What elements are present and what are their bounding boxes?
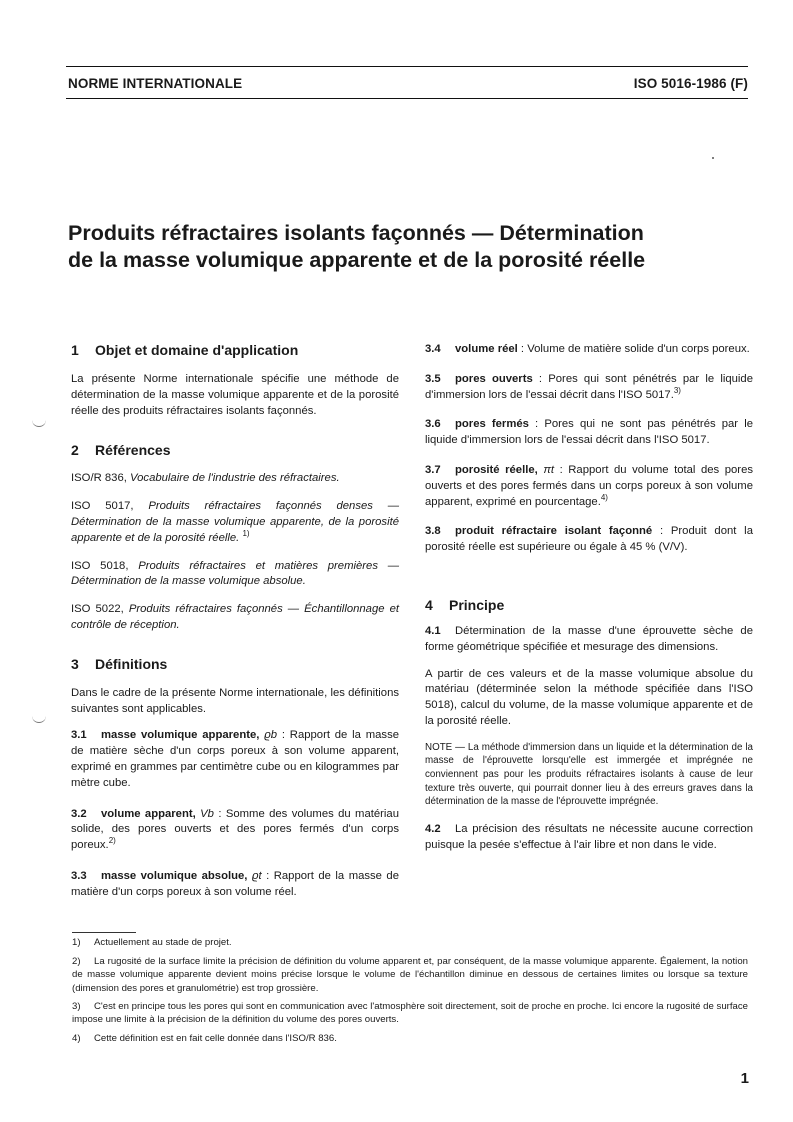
clause-4-1-continued: A partir de ces valeurs et de la masse volumique absolue du matériau (déterminée selon la méthode spécifiée dans l'ISO 5018), calcul du volume, de la masse volumique apparente et de la porosité réelle. bbox=[425, 667, 753, 727]
section-title: Définitions bbox=[95, 655, 168, 672]
section-number: 4 bbox=[425, 596, 433, 613]
clause-4-2 bbox=[425, 822, 753, 854]
title-line-1: Produits réfractaires isolants façonnés — Détermination bbox=[68, 221, 644, 245]
clause-number: 3.6 bbox=[425, 418, 441, 431]
clause-text: La précision des résultats ne nécessite aucune correction puisque la pesée s'effectue à l'air libre et non dans le vide. bbox=[425, 822, 753, 851]
reference-code: ISO 5017, bbox=[71, 500, 134, 513]
footnote-number: 2) bbox=[72, 956, 81, 967]
definition-item bbox=[425, 524, 753, 556]
section-heading-1 bbox=[71, 341, 399, 359]
definition-item bbox=[71, 728, 399, 791]
definition-text: : Pores qui ne sont pas pénétrés par le liquide d'immersion lors de l'essai décrit dans l'ISO 5017. bbox=[425, 418, 753, 447]
definition-item bbox=[71, 869, 399, 901]
section-1-text: La présente Norme internationale spécifie une méthode de détermination de la masse volumique apparente et de la porosité réelle des produits réfractaires isolants façonnés. bbox=[71, 373, 399, 417]
page-number: 1 bbox=[740, 1070, 749, 1087]
clause-number: 3.7 bbox=[425, 463, 441, 476]
reference-title: Produits réfractaires et matières premières — Détermination de la masse volumique absolue. bbox=[71, 559, 399, 588]
footnote-number: 1) bbox=[72, 937, 81, 948]
definition-symbol: Vb bbox=[200, 807, 214, 820]
section-number: 2 bbox=[71, 442, 79, 459]
definition-symbol: πt bbox=[543, 463, 555, 476]
footnote-ref: 1) bbox=[242, 529, 250, 539]
definition-term: masse volumique absolue, bbox=[101, 869, 248, 882]
section-title: Références bbox=[95, 442, 171, 459]
definition-term: pores fermés bbox=[455, 418, 529, 431]
scan-speck bbox=[712, 157, 714, 159]
footnote-number: 3) bbox=[72, 1001, 81, 1012]
footnote bbox=[72, 955, 748, 995]
section-heading-3 bbox=[71, 655, 399, 673]
footnote-text: La rugosité de la surface limite la précision de définition du volume apparent et, par conséquent, de la masse volumique apparente. Également, la notion de masse volumique apparente devient moins précise lorsque le volume de l'échantillon diminue en dessous de certaines limites ou lorsque sa texture (dimension des pores et granulométrie) est trop grossière. bbox=[72, 956, 748, 994]
definition-term: volume apparent, bbox=[101, 807, 196, 820]
definition-item bbox=[425, 417, 753, 449]
footnote-ref: 3) bbox=[673, 385, 681, 395]
header-bottom-rule bbox=[66, 98, 748, 99]
reference-item bbox=[71, 559, 399, 591]
section-title: Objet et domaine d'application bbox=[95, 342, 299, 358]
footnote-separator bbox=[72, 932, 136, 933]
definition-term: pores ouverts bbox=[455, 372, 533, 385]
header-top-rule bbox=[66, 66, 748, 67]
footnote bbox=[72, 1032, 748, 1045]
definition-text: : Volume de matière solide d'un corps poreux. bbox=[517, 343, 750, 355]
clause-number: 4.1 bbox=[425, 624, 441, 637]
reference-code: ISO 5022, bbox=[71, 603, 124, 616]
definition-item bbox=[425, 372, 753, 404]
definition-term: volume réel bbox=[455, 343, 518, 355]
definition-term: masse volumique apparente, bbox=[101, 729, 260, 742]
document-title bbox=[68, 220, 768, 274]
footnote bbox=[72, 936, 748, 949]
section-heading-4 bbox=[425, 596, 753, 614]
footnote-ref: 4) bbox=[600, 492, 608, 502]
reference-item bbox=[71, 471, 399, 487]
note-text: NOTE — La méthode d'immersion dans un liquide et la détermination de la masse de l'éprouvette lorsqu'elle est immergée et imprégnée ne conviennent pas pour les produits réfractaires isolants à cause de leur texture très ouverte, qui pourrait donner lieu à des erreurs graves dans la détermination de la masse de l'éprouvette imprégnée. bbox=[425, 741, 753, 808]
definition-text: : Somme des volumes du matériau solide, des pores ouverts et des pores fermés d'un corps poreux. bbox=[71, 807, 399, 852]
definition-text: : Pores qui sont pénétrés par le liquide d'immersion lors de l'essai décrit dans l'ISO 5017. bbox=[425, 372, 753, 401]
reference-title: Produits réfractaires façonnés — Échantillonnage et contrôle de réception. bbox=[71, 603, 399, 631]
definition-item bbox=[71, 807, 399, 854]
title-line-2: de la masse volumique apparente et de la porosité réelle bbox=[68, 248, 646, 272]
reference-title: Vocabulaire de l'industrie des réfractaires. bbox=[130, 472, 340, 485]
section-number: 3 bbox=[71, 655, 79, 672]
footnote-text: Cette définition est en fait celle donnée dans l'ISO/R 836. bbox=[94, 1033, 337, 1044]
standard-type-label: NORME INTERNATIONALE bbox=[68, 76, 243, 91]
reference-item bbox=[71, 602, 399, 634]
reference-item bbox=[71, 499, 399, 546]
definition-item bbox=[425, 342, 753, 358]
definition-text: : Rapport du volume total des pores ouverts et des pores fermés dans un corps poreux à son volume apparent, exprimé en pourcentage. bbox=[425, 463, 753, 508]
clause-number: 3.5 bbox=[425, 372, 441, 385]
definition-item bbox=[425, 463, 753, 510]
clause-number: 3.8 bbox=[425, 525, 441, 538]
reference-title: Produits réfractaires façonnés denses — Détermination de la masse volumique apparente, de la porosité apparente et de la porosité réelle. bbox=[71, 500, 400, 544]
footnote-text: Actuellement au stade de projet. bbox=[94, 937, 232, 948]
left-column bbox=[71, 341, 399, 901]
definition-text: : Produit dont la porosité réelle est supérieure ou égale à 45 % (V/V). bbox=[425, 525, 753, 554]
reference-code: ISO 5018, bbox=[71, 559, 129, 572]
section-title: Principe bbox=[449, 596, 505, 613]
margin-mark bbox=[32, 716, 46, 723]
footnote-text: C'est en principe tous les pores qui sont en communication avec l'atmosphère soit directement, soit de proche en proche. Ici encore la rugosité de surface impose une limite à la précision de la définition du volume des pores ouverts. bbox=[72, 1001, 748, 1026]
section-heading-2 bbox=[71, 441, 399, 459]
definitions-intro: Dans le cadre de la présente Norme internationale, les définitions suivantes sont applicables. bbox=[71, 686, 399, 715]
clause-text: Détermination de la masse d'une éprouvette sèche de forme géométrique spécifiée et mesurage des dimensions. bbox=[425, 624, 753, 653]
footnote bbox=[72, 1000, 748, 1027]
definition-term: porosité réelle, bbox=[455, 463, 538, 476]
clause-4-1 bbox=[425, 624, 753, 656]
definition-symbol: ϱb bbox=[264, 729, 278, 742]
definition-text: : Rapport de la masse de matière sèche d'un corps poreux à son volume apparent, exprimé en grammes par centimètre cube ou en kilogrammes par mètre cube. bbox=[71, 729, 400, 789]
standard-number-label: ISO 5016-1986 (F) bbox=[633, 76, 748, 91]
definition-symbol: ϱt bbox=[251, 869, 262, 882]
section-number: 1 bbox=[71, 342, 79, 358]
margin-mark bbox=[32, 420, 46, 427]
clause-number: 3.1 bbox=[71, 729, 87, 742]
clause-number: 4.2 bbox=[425, 822, 441, 835]
definition-text: : Rapport de la masse de matière d'un corps poreux à son volume réel. bbox=[71, 869, 400, 898]
reference-code: ISO/R 836, bbox=[71, 472, 127, 485]
clause-number: 3.3 bbox=[71, 869, 87, 882]
clause-number: 3.2 bbox=[71, 807, 87, 820]
right-column bbox=[425, 342, 753, 853]
definition-term: produit réfractaire isolant façonné bbox=[455, 525, 653, 538]
footnote-ref: 2) bbox=[108, 836, 116, 846]
footnote-number: 4) bbox=[72, 1033, 81, 1044]
clause-number: 3.4 bbox=[425, 343, 441, 355]
